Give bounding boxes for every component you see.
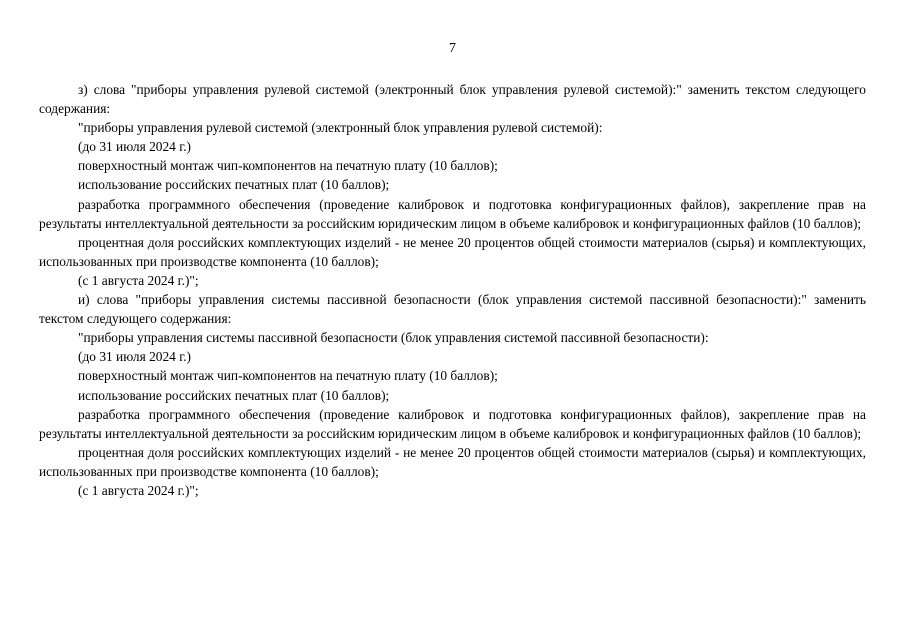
paragraph-z-amendment: з) слова "приборы управления рулевой системой (электронный блок управления рулевой системой):" заменить текстом следующего содержания: <box>39 82 866 117</box>
paragraph-russian-pcb: использование российских печатных плат (10 баллов); <box>78 387 390 403</box>
paragraph-component-share: процентная доля российских комплектующих изделий - не менее 20 процентов общей стоимости материалов (сырья) и комплектующих, использованных при производстве компонента (10 баллов); <box>39 444 866 479</box>
paragraph-russian-pcb: использование российских печатных плат (10 баллов); <box>78 177 390 193</box>
paragraph-until-date: (до 31 июля 2024 г.) <box>78 349 191 365</box>
paragraph-steering-heading: "приборы управления рулевой системой (электронный блок управления рулевой системой): <box>78 120 603 136</box>
paragraph-component-share: процентная доля российских комплектующих изделий - не менее 20 процентов общей стоимости материалов (сырья) и комплектующих, использованных при производстве компонента (10 баллов); <box>39 234 866 269</box>
paragraph-smd-mounting: поверхностный монтаж чип-компонентов на печатную плату (10 баллов); <box>78 158 498 174</box>
paragraph-software-development: разработка программного обеспечения (проведение калибровок и подготовка конфигурационных файлов), закрепление прав на результаты интеллектуальной деятельности за российским юридическим лицом в объеме калибровок и конфигурационных файлов (10 баллов); <box>39 406 866 441</box>
paragraph-passive-safety-heading: "приборы управления системы пассивной безопасности (блок управления системой пассивной безопасности): <box>78 330 709 346</box>
document-body <box>39 80 866 500</box>
paragraph-software-development: разработка программного обеспечения (проведение калибровок и подготовка конфигурационных файлов), закрепление прав на результаты интеллектуальной деятельности за российским юридическим лицом в объеме калибровок и конфигурационных файлов (10 баллов); <box>39 196 866 231</box>
paragraph-smd-mounting: поверхностный монтаж чип-компонентов на печатную плату (10 баллов); <box>78 368 498 384</box>
paragraph-from-date: (с 1 августа 2024 г.)"; <box>78 272 199 288</box>
paragraph-i-amendment: и) слова "приборы управления системы пассивной безопасности (блок управления системой пассивной безопасности):" заменить текстом следующего содержания: <box>39 292 866 327</box>
paragraph-until-date: (до 31 июля 2024 г.) <box>78 139 191 155</box>
paragraph-from-date: (с 1 августа 2024 г.)"; <box>78 482 199 498</box>
page-number: 7 <box>449 41 456 56</box>
